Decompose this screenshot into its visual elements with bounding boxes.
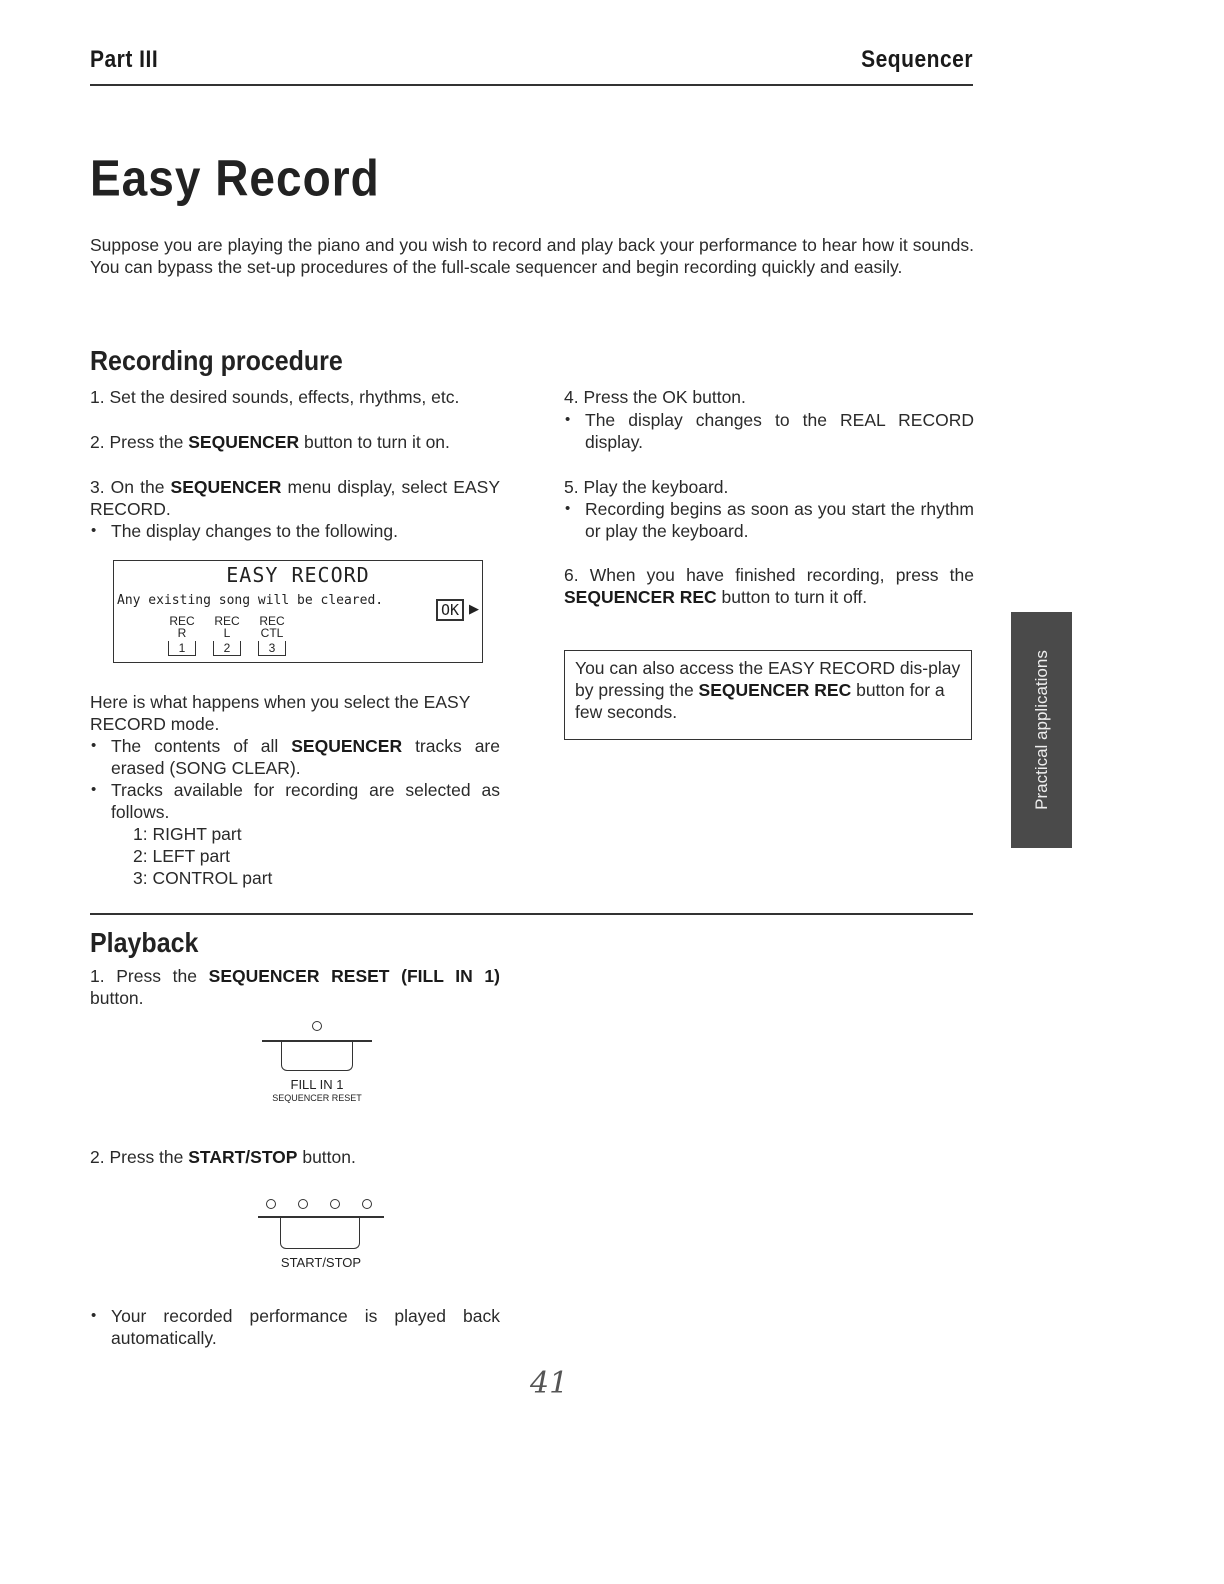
track-1-label: REC [169, 614, 195, 628]
sequencer-reset-label: SEQUENCER RESET [272, 1093, 362, 1103]
playback-heading: Playback [90, 928, 199, 959]
fill-in-button-icon [281, 1042, 353, 1071]
effect1-text-pre: The contents of all [111, 736, 292, 756]
fill-in-button-diagram [262, 1018, 372, 1108]
display-track-1 [162, 615, 202, 656]
recording-step-3-bullet: • The display changes to the following. [90, 520, 500, 542]
start-stop-button-icon [280, 1218, 360, 1249]
note-text-bold: SEQUENCER REC [698, 680, 852, 700]
track-3-sub: CTL [260, 626, 284, 640]
header-section: Sequencer [861, 46, 973, 73]
track-2-number: 2 [213, 641, 241, 656]
header-part: Part III [90, 46, 159, 73]
effect1-text-bold: SEQUENCER [291, 736, 403, 756]
easy-record-display [113, 560, 483, 663]
note-text-post: button for a few seconds. [575, 680, 945, 722]
step6-text-bold: SEQUENCER REC [564, 587, 717, 607]
pb-step1-text-post: button. [90, 988, 144, 1008]
step2-text-post: button to turn it on. [299, 432, 450, 452]
intro-paragraph: Suppose you are playing the piano and you wish to record and play back your performance to hear how it sounds. You can bypass the set-up procedures of the full-scale sequencer and begin recording quickly and easily. [90, 235, 974, 277]
step2-text-bold: SEQUENCER [188, 432, 300, 452]
recording-step-5-bullet: • Recording begins as soon as you start the rhythm or play the keyboard. [564, 498, 974, 542]
track-list-item-3: 3: CONTROL part [133, 868, 273, 888]
display-track-3 [252, 615, 292, 656]
step6-text-post: button to turn it off. [716, 587, 868, 607]
recording-step-3 [90, 476, 500, 520]
recording-step-4-bullet: • The display changes to the REAL RECORD display. [564, 409, 974, 453]
pb-step2-text-pre: 2. Press the [90, 1147, 189, 1167]
fill-in-label: FILL IN 1 [290, 1077, 344, 1092]
recording-step-6 [564, 564, 974, 608]
track-list-item-2: 2: LEFT part [133, 846, 230, 866]
recording-step-2 [90, 431, 500, 453]
track-list-item-1: 1: RIGHT part [133, 824, 242, 844]
side-tab [1011, 612, 1072, 848]
display-arrow-icon: ▶ [469, 601, 479, 616]
step3-text-pre: 3. On the [90, 477, 171, 497]
step3-text-bold: SEQUENCER [170, 477, 282, 497]
display-message: Any existing song will be cleared. [117, 593, 384, 608]
recording-heading: Recording procedure [90, 346, 343, 377]
step3-text-post: menu display, select EASY RECORD. [90, 477, 500, 519]
start-stop-button-diagram [258, 1196, 384, 1276]
step6-text-pre: 6. When you have finished recording, press the [564, 565, 974, 585]
effect1-text-post: tracks are erased (SONG CLEAR). [111, 736, 500, 778]
recording-step-5: 5. Play the keyboard. [564, 477, 729, 497]
note-text-pre: You can also access the EASY RECORD dis-play by pressing the [575, 658, 961, 700]
led-icon [266, 1199, 276, 1209]
page-number: 41 [530, 1366, 569, 1401]
track-3-number: 3 [258, 641, 286, 656]
track-2-label: REC [214, 614, 240, 628]
side-tab-label: Practical applications [1031, 650, 1051, 810]
note-box [564, 650, 972, 740]
led-icon [362, 1199, 372, 1209]
led-icon [330, 1199, 340, 1209]
playback-step-1 [90, 965, 500, 1009]
pb-step2-text-post: button. [297, 1147, 356, 1167]
pb-step2-text-bold: START/STOP [188, 1147, 298, 1167]
section-divider [90, 913, 973, 915]
track-2-sub: L [223, 626, 231, 640]
pb-step1-text-pre: 1. Press the [90, 966, 209, 986]
start-stop-label: START/STOP [280, 1255, 362, 1270]
led-icon [298, 1199, 308, 1209]
playback-bullet: • Your recorded performance is played back automatically. [90, 1305, 500, 1349]
effect-bullet-1 [90, 735, 500, 779]
recording-step-1: 1. Set the desired sounds, effects, rhythms, etc. [90, 387, 460, 407]
track-3-label: REC [259, 614, 285, 628]
recording-step-4: 4. Press the OK button. [564, 387, 746, 407]
display-ok-box: OK [436, 599, 464, 621]
led-icon [312, 1021, 322, 1031]
step2-text-pre: 2. Press the [90, 432, 189, 452]
pb-step1-text-bold: SEQUENCER RESET (FILL IN 1) [208, 966, 500, 986]
display-track-2 [207, 615, 247, 656]
display-title: EASY RECORD [226, 563, 370, 587]
after-display-text: Here is what happens when you select the EASY RECORD mode. [90, 692, 471, 734]
track-1-sub: R [177, 626, 187, 640]
header-rule [90, 84, 973, 86]
playback-step-2 [90, 1146, 500, 1168]
track-1-number: 1 [168, 641, 196, 656]
effect-bullet-2: • Tracks available for recording are selected as follows. [90, 779, 500, 823]
page-title: Easy Record [90, 149, 380, 207]
